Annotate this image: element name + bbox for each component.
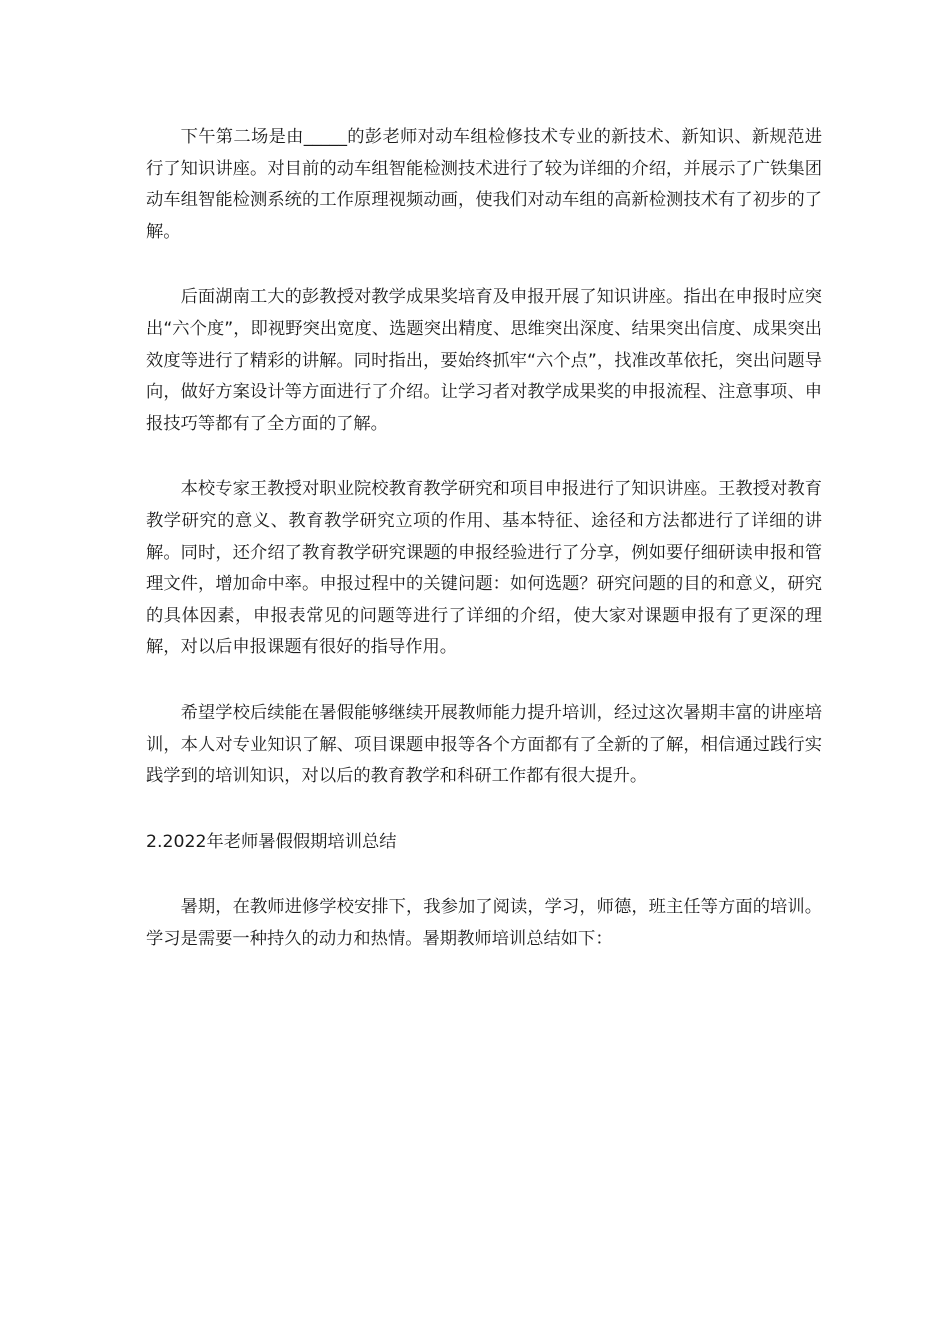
section-heading: 2.2022年老师暑假假期培训总结 (146, 831, 397, 852)
paragraph-4: 希望学校后续能在暑假能够继续开展教师能力提升培训，经过这次暑期丰富的讲座培训，本人对专业知识了解、项目课题申报等各个方面都有了全新的了解，相信通过践行实践学到的培训知识，对以后的教育教学和科研工作都有很大提升。 (146, 702, 822, 787)
paragraph-5: 暑期，在教师进修学校安排下，我参加了阅读，学习，师德，班主任等方面的培训。学习是需要一种持久的动力和热情。暑期教师培训总结如下： (146, 897, 822, 949)
paragraph-3: 本校专家王教授对职业院校教育教学研究和项目申报进行了知识讲座。王教授对教育教学研究的意义、教育教学研究立项的作用、基本特征、途径和方法都进行了详细的讲解。同时，还介绍了教育教学研究课题的申报经验进行了分享，例如要仔细研读申报和管理文件，增加命中率。申报过程中的关键问题：如何选题？研究问题的目的和意义，研究的具体因素，申报表常见的问题等进行了详细的介绍，使大家对课题申报有了更深的理解，对以后申报课题有很好的指导作用。 (146, 479, 822, 658)
document-page (146, 122, 822, 955)
paragraph-1: 下午第二场是由_____的彭老师对动车组检修技术专业的新技术、新知识、新规范进行了知识讲座。对目前的动车组智能检测技术进行了较为详细的介绍，并展示了广铁集团动车组智能检测系统的工作原理视频动画，使我们对动车组的高新检测技术有了初步的了解。 (146, 127, 822, 242)
paragraph-2: 后面湖南工大的彭教授对教学成果奖培育及申报开展了知识讲座。指出在申报时应突出“六个度”，即视野突出宽度、选题突出精度、思维突出深度、结果突出信度、成果突出效度等进行了精彩的讲解。同时指出，要始终抓牢“六个点”，找准改革依托，突出问题导向，做好方案设计等方面进行了介绍。让学习者对教学成果奖的申报流程、注意事项、申报技巧等都有了全方面的了解。 (146, 287, 822, 434)
